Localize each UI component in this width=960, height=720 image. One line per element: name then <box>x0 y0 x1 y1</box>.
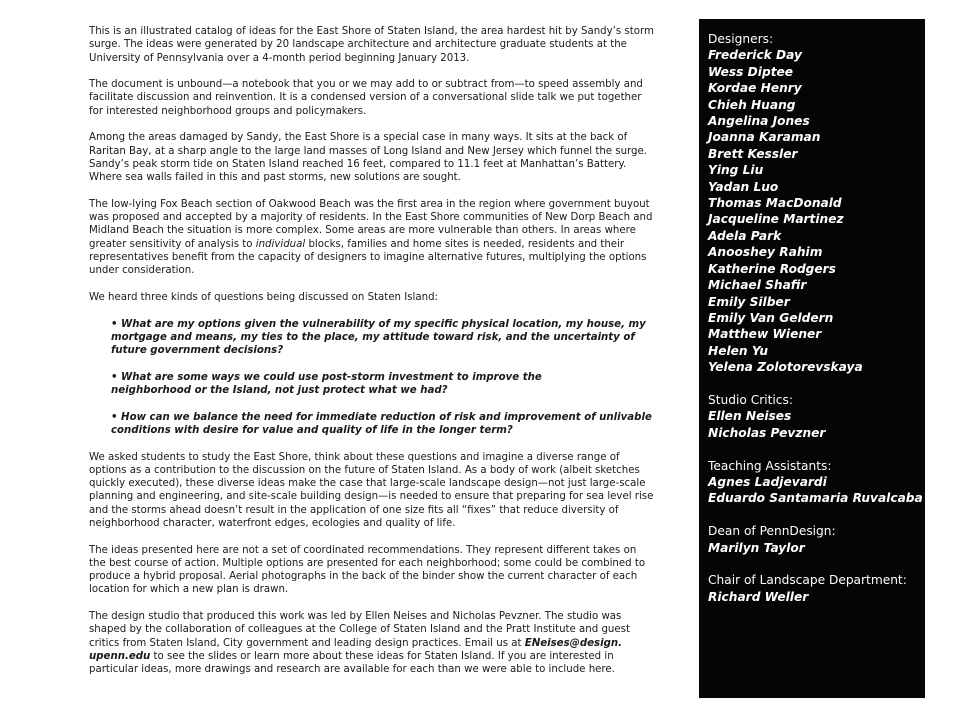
designer-name: Brett Kessler <box>708 146 798 161</box>
designer-name: Emily Silber <box>708 294 790 309</box>
question-1: • What are my options given the vulnerability of my specific physical location, my house, my mortgage and means, my ties to the place, my attitude toward risk, and the uncertainty of future government decisions? <box>111 318 646 357</box>
emphasis-individual: individual <box>255 238 306 250</box>
question-2 <box>111 371 654 398</box>
designers-heading: Designers: <box>708 32 774 46</box>
paragraph-fox-beach <box>89 198 654 278</box>
paragraph-studio <box>89 610 654 676</box>
designer-name: Emily Van Geldern <box>708 310 834 325</box>
critics-heading: Studio Critics: <box>708 392 793 407</box>
email-link-part2[interactable]: upenn.edu <box>89 650 151 662</box>
paragraph-questions-intro: We heard three kinds of questions being discussed on Staten Island: <box>89 291 438 303</box>
paragraph-studio-part1: The design studio that produced this work was led by Ellen Neises and Nicholas Pevzner. The studio was shaped by the collaboration of colleagues at the College of Staten Island and the Pratt Institute and guest critics from Staten Island, City government and leading design practices. Email us at <box>89 611 630 649</box>
designer-name: Kordae Henry <box>708 81 802 96</box>
paragraph-studio-part2: to see the slides or learn more about these ideas for Staten Island. If you are interested in particular ideas, more drawings and research are available for each than we were able to include here. <box>89 650 615 676</box>
designer-name: Katherine Rodgers <box>708 261 836 276</box>
spacer <box>708 556 923 572</box>
critic-name: Ellen Neises <box>708 409 792 424</box>
teaching-assistants-heading: Teaching Assistants: <box>708 458 832 473</box>
designer-name: Yadan Luo <box>708 179 779 194</box>
designer-name: Yelena Zolotorevskaya <box>708 360 863 375</box>
designer-name: Anooshey Rahim <box>708 245 823 260</box>
email-link-part1[interactable]: ENeises@design. <box>524 637 623 649</box>
chair-heading: Chair of Landscape Department: <box>708 573 907 588</box>
credits-sidebar <box>699 19 925 698</box>
designer-name: Adela Park <box>708 228 782 243</box>
spacer <box>708 441 923 457</box>
chair-name: Richard Weller <box>708 589 809 604</box>
dean-name: Marilyn Taylor <box>708 540 805 555</box>
spacer <box>708 376 923 392</box>
paragraph-intro: This is an illustrated catalog of ideas for the East Shore of Staten Island, the area hardest hit by Sandy’s storm surge. The ideas were generated by 20 landscape architecture and architecture graduate students at the University of Pennsylvania over a 4-month period beginning January 2013. <box>89 26 654 64</box>
paragraph-fox-beach-part1: The low-lying Fox Beach section of Oakwood Beach was the first area in the region where government buyout was proposed and accepted by a majority of residents. In the East Shore communities of New Dorp Beach and Midland Beach the situation is more complex. Some areas are more vulnerable than others. In areas where greater sensitivity of analysis to <box>89 198 653 250</box>
paragraph-unbound: The document is unbound—a notebook that you or we may add to or subtract from—to speed assembly and facilitate discussion and reinvention. It is a condensed version of a conversational slide talk we put together for interested neighborhood groups and policymakers. <box>89 79 643 117</box>
paragraph-not-recommendations: The ideas presented here are not a set of coordinated recommendations. They represent different takes on the best course of action. Multiple options are presented for each neighborhood; some could be combined to produce a hybrid proposal. Aerial photographs in the back of the binder show the current character of each location for which a new plan is drawn. <box>89 544 646 596</box>
designer-name: Jacqueline Martinez <box>708 212 844 227</box>
question-2-line2: neighborhood or the Island, not just protect what we had? <box>111 385 448 397</box>
dean-heading: Dean of PennDesign: <box>708 524 836 539</box>
question-2-line1: • What are some ways we could use post-storm investment to improve the <box>111 371 542 383</box>
designer-name: Chieh Huang <box>708 97 796 112</box>
designer-name: Angelina Jones <box>708 114 810 129</box>
designer-name: Thomas MacDonald <box>708 196 842 211</box>
paragraph-east-shore: Among the areas damaged by Sandy, the East Shore is a special case in many ways. It sits at the back of Raritan Bay, at a sharp angle to the large land masses of Long Island and New Jersey which funnel the surge. Sandy’s peak storm tide on Staten Island reached 16 feet, compared to 11.1 feet at Manhattan’s Battery. Where sea walls failed in this and past storms, new solutions are sought. <box>89 132 648 184</box>
critic-name: Nicholas Pevzner <box>708 425 826 440</box>
main-text <box>89 25 654 690</box>
teaching-assistant-name: Agnes Ladjevardi <box>708 474 827 489</box>
designer-name: Michael Shafir <box>708 278 807 293</box>
designer-name: Frederick Day <box>708 48 802 63</box>
paragraph-students: We asked students to study the East Shore, think about these questions and imagine a diverse range of options as a contribution to the discussion on the future of Staten Island. As a body of work (albeit sketches quickly executed), these diverse ideas make the case that large-scale landscape design—not just large-scale planning and engineering, and site-scale building design—is needed to ensure that preparing for sea level rise and the storms ahead doesn’t result in the application of one size fits all “fixes” that reduce diversity of neighborhood character, waterfront edges, ecologies and quality of life. <box>89 451 654 529</box>
spacer <box>708 507 923 523</box>
designer-name: Matthew Wiener <box>708 327 822 342</box>
credits-list <box>708 31 923 605</box>
designer-name: Wess Diptee <box>708 64 794 79</box>
question-3: • How can we balance the need for immediate reduction of risk and improvement of unlivable conditions with desire for value and quality of life in the longer term? <box>111 411 652 436</box>
designer-name: Helen Yu <box>708 343 768 358</box>
designer-name: Joanna Karaman <box>708 130 821 145</box>
paragraph-fox-beach-part2: blocks, families and home sites is needed, residents and their representatives benefit from the capacity of designers to imagine alternative futures, multiplying the options under consideration. <box>89 238 647 277</box>
teaching-assistant-name: Eduardo Santamaria Ruvalcaba <box>708 491 923 506</box>
designer-name: Ying Liu <box>708 163 764 178</box>
